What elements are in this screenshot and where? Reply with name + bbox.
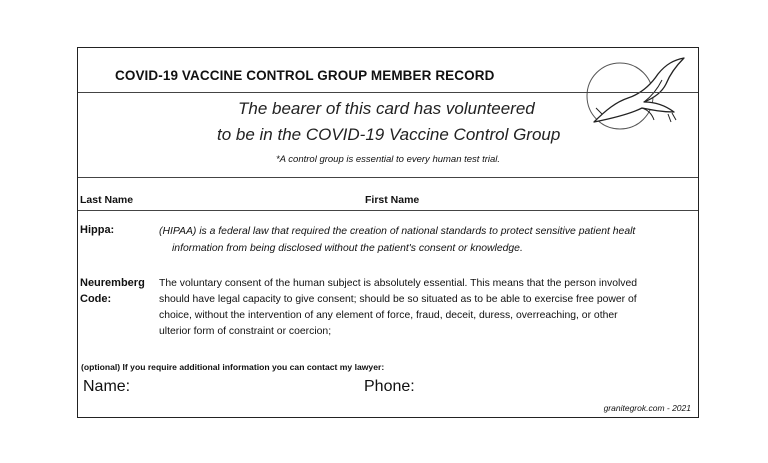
- nuremberg-text-line: should have legal capacity to give consent; should be so situated as to be able to exercise free power of: [159, 294, 637, 305]
- last-name-header: Last Name: [80, 194, 134, 206]
- control-group-note: *A control group is essential to every human test trial.: [275, 154, 501, 165]
- name-field-label: Name:: [83, 378, 131, 395]
- nuremberg-text-line: choice, without the intervention of any element of force, fraud, deceit, duress, overreaching, or other: [159, 310, 618, 321]
- divider-names: [78, 210, 698, 211]
- bearer-line-2: to be in the COVID-19 Vaccine Control Group: [217, 125, 561, 144]
- source-credit: granitegrok.com - 2021: [603, 403, 691, 413]
- bearer-line-1: The bearer of this card has volunteered: [238, 99, 535, 118]
- nuremberg-text-line: The voluntary consent of the human subject is absolutely essential. This means that the person involved: [159, 278, 638, 289]
- hippa-text-line-1: (HIPAA) is a federal law that required the creation of national standards to protect sensitive patient healt: [159, 226, 636, 237]
- nuremberg-text-line: ulterior form of constraint or coercion;: [159, 326, 332, 337]
- dove-icon: [582, 56, 686, 138]
- optional-lawyer-note: (optional) If you require additional information you can contact my lawyer:: [81, 362, 385, 372]
- vaccine-control-card: [77, 47, 699, 418]
- divider-top: [78, 92, 698, 93]
- first-name-header: First Name: [365, 194, 420, 206]
- nuremberg-label-line-2: Code:: [80, 293, 112, 305]
- card-title: COVID-19 VACCINE CONTROL GROUP MEMBER RECORD: [115, 68, 495, 83]
- hippa-text-line-2: information from being disclosed without the patient's consent or knowledge.: [172, 243, 523, 254]
- phone-field-label: Phone:: [364, 378, 415, 395]
- hippa-label: Hippa:: [80, 224, 115, 236]
- nuremberg-label-line-1: Neuremberg: [80, 277, 145, 289]
- divider-mid: [78, 177, 698, 178]
